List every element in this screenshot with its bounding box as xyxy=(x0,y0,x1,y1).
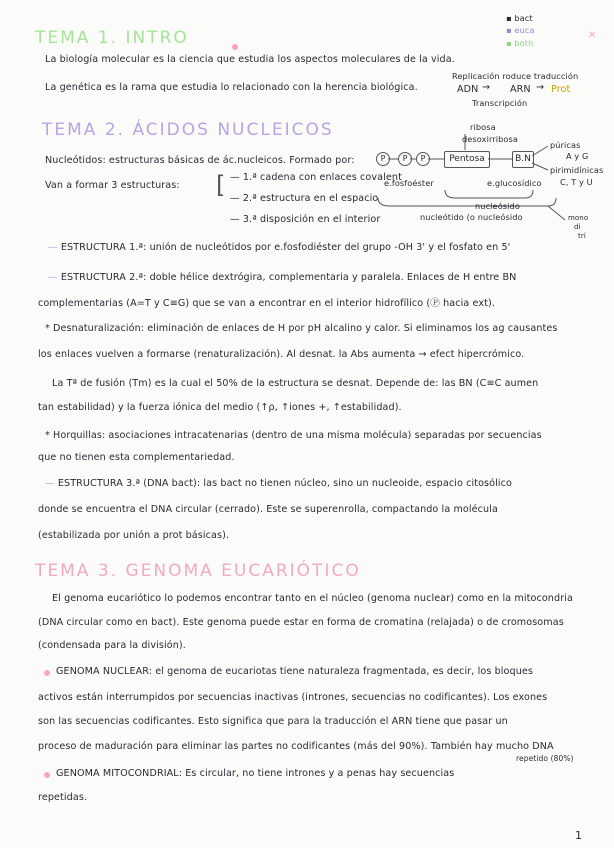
legend-item-bact: ▪ bact xyxy=(506,13,533,23)
arrow-icon: → xyxy=(536,82,545,93)
e-glucosidico-label: e.glucosídico xyxy=(487,178,542,188)
pirimidinas-bases: C, T y U xyxy=(560,177,593,187)
legend-label: euca xyxy=(514,25,535,35)
structure-item-label: 1.ª cadena con enlaces covalent xyxy=(242,172,402,183)
page-number: 1 xyxy=(575,829,583,842)
nuclear-note: repetido (80%) xyxy=(516,754,574,763)
desnat-b: los enlaces vuelven a formarse (renaturalización). Al desnat. la Abs aumenta → efect hipercrómico. xyxy=(38,349,525,360)
tema2-van-a-formar: Van a formar 3 estructuras: xyxy=(45,180,180,191)
tri-label: tri xyxy=(578,232,586,240)
estructura2-a-text: ESTRUCTURA 2.ª: doble hélice dextrógira, complementaria y paralela. Enlaces de H entre BN xyxy=(60,272,517,283)
tm-a: La Tª de fusión (Tm) es la cual el 50% de la estructura se desnat. Depende de: las BN (C≡C aumen xyxy=(52,378,539,389)
nuclear-label: GENOMA NUCLEAR: xyxy=(56,666,153,677)
tema1-line1: La biología molecular es la ciencia que estudia los aspectos moleculares de la vida. xyxy=(45,54,455,65)
nuclear-line-c: son las secuencias codificantes. Esto significa que para la traducción el ARN tiene que pasar un xyxy=(38,716,508,727)
mito-label: GENOMA MITOCONDRIAL: xyxy=(56,768,183,779)
dogma-adn: ADN xyxy=(457,84,479,95)
legend-item-euca: ▪ euca xyxy=(506,25,535,35)
tema3-p1-c: (condensada para la división). xyxy=(38,640,186,651)
dogma-prot: Prot xyxy=(551,84,571,95)
estructura3-b: donde se encuentra el DNA circular (cerrado). Este se superenrolla, compactando la molécula xyxy=(38,504,498,515)
nuclear-line-a xyxy=(56,666,533,678)
nucleotido-label: nucleótido (o nucleósido xyxy=(420,212,523,222)
estructura2-a: — ESTRUCTURA 2.ª: doble hélice dextrógira, complementaria y paralela. Enlaces de H entre BN xyxy=(48,272,517,283)
purinas-bases: A y G xyxy=(566,151,589,161)
legend-label: both xyxy=(514,38,534,48)
mito-line-b: repetidas. xyxy=(38,792,88,803)
mito-a-text: Es circular, no tiene intrones y a penas hay secuencias xyxy=(185,768,455,779)
tema3-title: TEMA 3. GENOMA EUCARIÓTICO xyxy=(35,561,361,581)
desoxirribosa-label: desoxirribosa xyxy=(462,134,519,144)
bullet-dot xyxy=(44,670,50,676)
nuclear-line-b: activos están interrumpidos por secuencias inactivas (intrones, secuencias no codificantes). Los exones xyxy=(38,692,548,703)
arrow-icon: → xyxy=(482,82,491,93)
mito-line-a xyxy=(56,768,454,780)
di-label: di xyxy=(574,223,581,231)
horquillas-a: * Horquillas: asociaciones intracatenarias (dentro de una misma molécula) separadas por secuencias xyxy=(45,430,542,441)
tema3-p1-a: El genoma eucariótico lo podemos encontrar tanto en el núcleo (genoma nuclear) como en la mitocondria xyxy=(52,593,573,604)
bullet-dot xyxy=(44,772,50,778)
phosphate-circle: P xyxy=(398,152,412,166)
bn-box: B.N xyxy=(512,151,534,168)
tema1-title: TEMA 1. INTRO xyxy=(35,28,189,48)
pentosa-box: Pentosa xyxy=(444,151,490,168)
ribosa-label: ribosa xyxy=(470,122,496,132)
phosphate-circle: P xyxy=(376,152,390,166)
tema2-nucleotidos: Nucleótidos: estructuras básicas de ác.nucleicos. Formado por: xyxy=(45,155,355,166)
tema3-p1-b: (DNA circular como en bact). Este genoma puede estar en forma de cromatina (relajada) o de cromosomas xyxy=(38,617,564,628)
estructura3-a-text: ESTRUCTURA 3.ª (DNA bact): las bact no tienen núcleo, sino un nucleoide, espacio citosólico xyxy=(57,478,512,489)
e-fosfoester-label: e.fosfoéster xyxy=(384,178,434,188)
legend-item-both: ▪ both xyxy=(506,38,534,48)
structure-item: — 1.ª cadena con enlaces covalent xyxy=(230,172,402,183)
estructura1: — ESTRUCTURA 1.ª: unión de nucleótidos por e.fosfodiéster del grupo -OH 3' y el fosfato en 5' xyxy=(48,242,511,253)
estructura1-text: ESTRUCTURA 1.ª: unión de nucleótidos por e.fosfodiéster del grupo -OH 3' y el fosfato en 5' xyxy=(60,242,511,253)
structure-item: — 3.ª disposición en el interior xyxy=(230,214,381,225)
horquillas-b: que no tienen esta complementariedad. xyxy=(38,452,235,463)
desnat-a: * Desnaturalización: eliminación de enlaces de H por pH alcalino y calor. Si eliminamos los ag causantes xyxy=(45,323,558,334)
estructura2-b: complementarias (A=T y C≡G) que se van a encontrar en el interior hidrofílico (Ⓟ hacia ext). xyxy=(38,298,495,309)
structure-item: — 2.ª estructura en el espacio xyxy=(230,193,379,204)
dogma-top-label: Replicación roduce traducción xyxy=(452,71,579,81)
estructura3-a: — ESTRUCTURA 3.ª (DNA bact): las bact no tienen núcleo, sino un nucleoide, espacio citosólico xyxy=(45,478,512,489)
nucleosido-label: nucleósido xyxy=(475,201,520,211)
brace-icon: [ xyxy=(216,171,226,199)
tema1-line2: La genética es la rama que estudia lo relacionado con la herencia biológica. xyxy=(45,82,418,93)
pirimidinas-label: pirimidínicas xyxy=(550,165,604,175)
estructura3-c: (estabilizada por unión a prot básicas). xyxy=(38,530,230,541)
structure-item-label: 3.ª disposición en el interior xyxy=(242,214,381,225)
mono-label: mono xyxy=(568,214,589,222)
legend-label: bact xyxy=(514,13,533,23)
tema2-title: TEMA 2. ÁCIDOS NUCLEICOS xyxy=(42,120,334,140)
dogma-arn: ARN xyxy=(510,84,531,95)
star-mark-icon: ✕ xyxy=(588,30,597,41)
phosphate-circle: P xyxy=(416,152,430,166)
tm-b: tan estabilidad) y la fuerza iónica del medio (↑ρ, ↑iones +, ↑estabilidad). xyxy=(38,402,402,413)
dogma-bottom-label: Transcripción xyxy=(472,98,528,108)
nuclear-a-text: el genoma de eucariotas tiene naturaleza fragmentada, es decir, los bloques xyxy=(155,666,533,677)
nuclear-line-d: proceso de maduración para eliminar las partes no codificantes (más del 90%). También hay mucho DNA xyxy=(38,741,554,752)
purinas-label: púricas xyxy=(550,140,581,150)
structure-item-label: 2.ª estructura en el espacio xyxy=(242,193,379,204)
